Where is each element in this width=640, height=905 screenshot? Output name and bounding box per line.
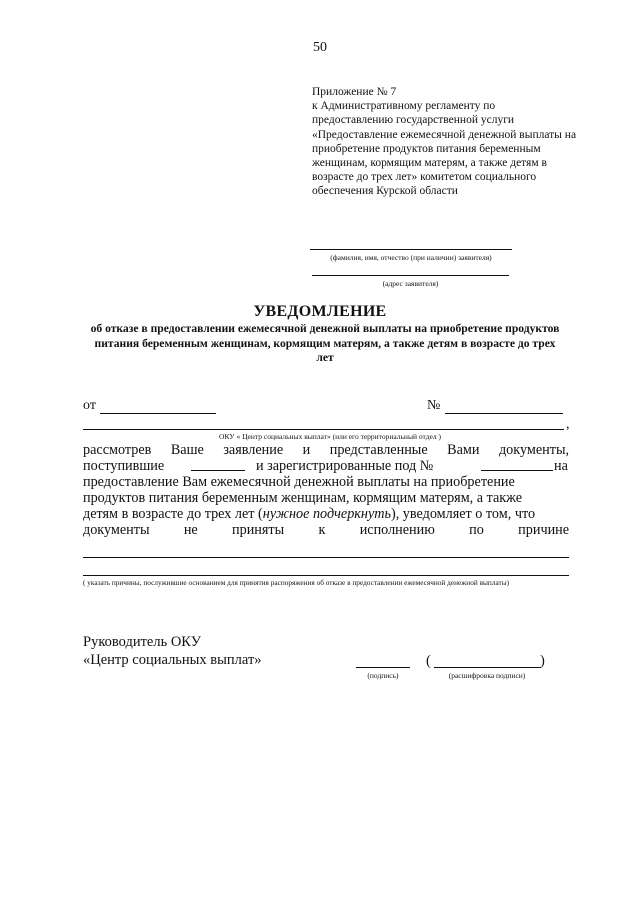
- head-title-line2: «Центр социальных выплат»: [83, 652, 262, 668]
- signature-decode-caption: (расшифровка подписи): [448, 671, 526, 680]
- body-paragraph: [83, 442, 569, 538]
- annex-line: женщинам, кормящим матерям, а также детям в: [312, 157, 547, 170]
- received-label: поступившие: [83, 458, 165, 474]
- word: документы: [83, 522, 150, 538]
- annex-line: к Административному регламенту по: [312, 100, 496, 113]
- annex-line: обеспечения Курской области: [312, 185, 458, 198]
- body-line: [83, 442, 569, 458]
- body-line: продуктов питания беременным женщинам, кормящим матерям, а также: [83, 490, 523, 506]
- applicant-address-caption: (адрес заявителя): [382, 279, 439, 288]
- word: по: [469, 522, 484, 538]
- annex-line: Приложение № 7: [312, 86, 397, 98]
- word: и: [302, 442, 311, 458]
- reason-line[interactable]: [83, 575, 569, 576]
- applicant-address-line[interactable]: [312, 275, 509, 276]
- word: Ваше: [170, 442, 204, 458]
- word: представленные: [329, 442, 428, 458]
- body-line: [83, 506, 569, 522]
- word: заявление: [223, 442, 284, 458]
- word: исполнению: [359, 522, 435, 538]
- document-title: УВЕДОМЛЕНИЕ: [253, 303, 387, 320]
- head-title-line1: Руководитель ОКУ: [83, 634, 201, 650]
- word: к: [318, 522, 326, 538]
- annex-line: возрасте до трех лет» комитетом социального: [312, 171, 537, 184]
- annex-line: приобретение продуктов питания беременным: [312, 142, 541, 155]
- number-field-line[interactable]: [445, 413, 563, 414]
- word: рассмотрев: [83, 442, 152, 458]
- decode-open-paren: (: [426, 653, 431, 669]
- on-label: на: [554, 458, 568, 474]
- body-line: [83, 522, 569, 538]
- reason-caption: ( указать причины, послужившие основанием для принятия распоряжения об отказе в предоставлении ежемесячной денежной выплаты): [83, 578, 510, 587]
- organization-comma: ,: [566, 417, 570, 432]
- word: Вами: [447, 442, 480, 458]
- annex-line: предоставлению государственной услуги: [312, 114, 515, 127]
- number-label: №: [427, 398, 441, 413]
- document-subtitle: об отказе в предоставлении ежемесячной денежной выплаты на приобретение продуктов питания беременным женщинам, кормящим матерям, а также детям в возрасте до трех лет: [90, 322, 560, 364]
- word: приняты: [232, 522, 285, 538]
- body-line: [83, 458, 569, 474]
- text-fragment: ), уведомляет о том, что: [390, 506, 536, 522]
- reason-line[interactable]: [83, 557, 569, 558]
- page-number: 50: [313, 40, 327, 55]
- signature-line[interactable]: [356, 667, 410, 668]
- text-fragment: детям в возрасте до трех лет (: [83, 506, 263, 522]
- applicant-name-line[interactable]: [310, 249, 512, 250]
- date-field-line[interactable]: [100, 413, 216, 414]
- word: документы,: [498, 442, 570, 458]
- decode-close-paren: ): [540, 653, 545, 669]
- annex-line: «Предоставление ежемесячной денежной выплаты на: [312, 128, 577, 141]
- from-label: от: [83, 398, 96, 413]
- signature-decode-line[interactable]: [434, 667, 541, 668]
- organization-caption: ОКУ « Центр социальных выплат» (или его территориальный отдел ): [219, 432, 441, 441]
- organization-line[interactable]: [83, 429, 564, 430]
- annex-block: [312, 85, 592, 199]
- word: причине: [518, 522, 570, 538]
- signature-caption: (подпись): [367, 671, 399, 680]
- registered-label: и зарегистрированные под №: [256, 458, 434, 474]
- registration-number-blank[interactable]: [481, 458, 553, 471]
- applicant-name-caption: (фамилия, имя, отчество (при наличии) заявителя): [330, 253, 492, 262]
- emphasis-text: нужное подчеркнуть: [262, 506, 391, 522]
- word: не: [183, 522, 198, 538]
- received-date-blank[interactable]: [191, 458, 245, 471]
- body-line: предоставление Вам ежемесячной денежной выплаты на приобретение: [83, 474, 515, 490]
